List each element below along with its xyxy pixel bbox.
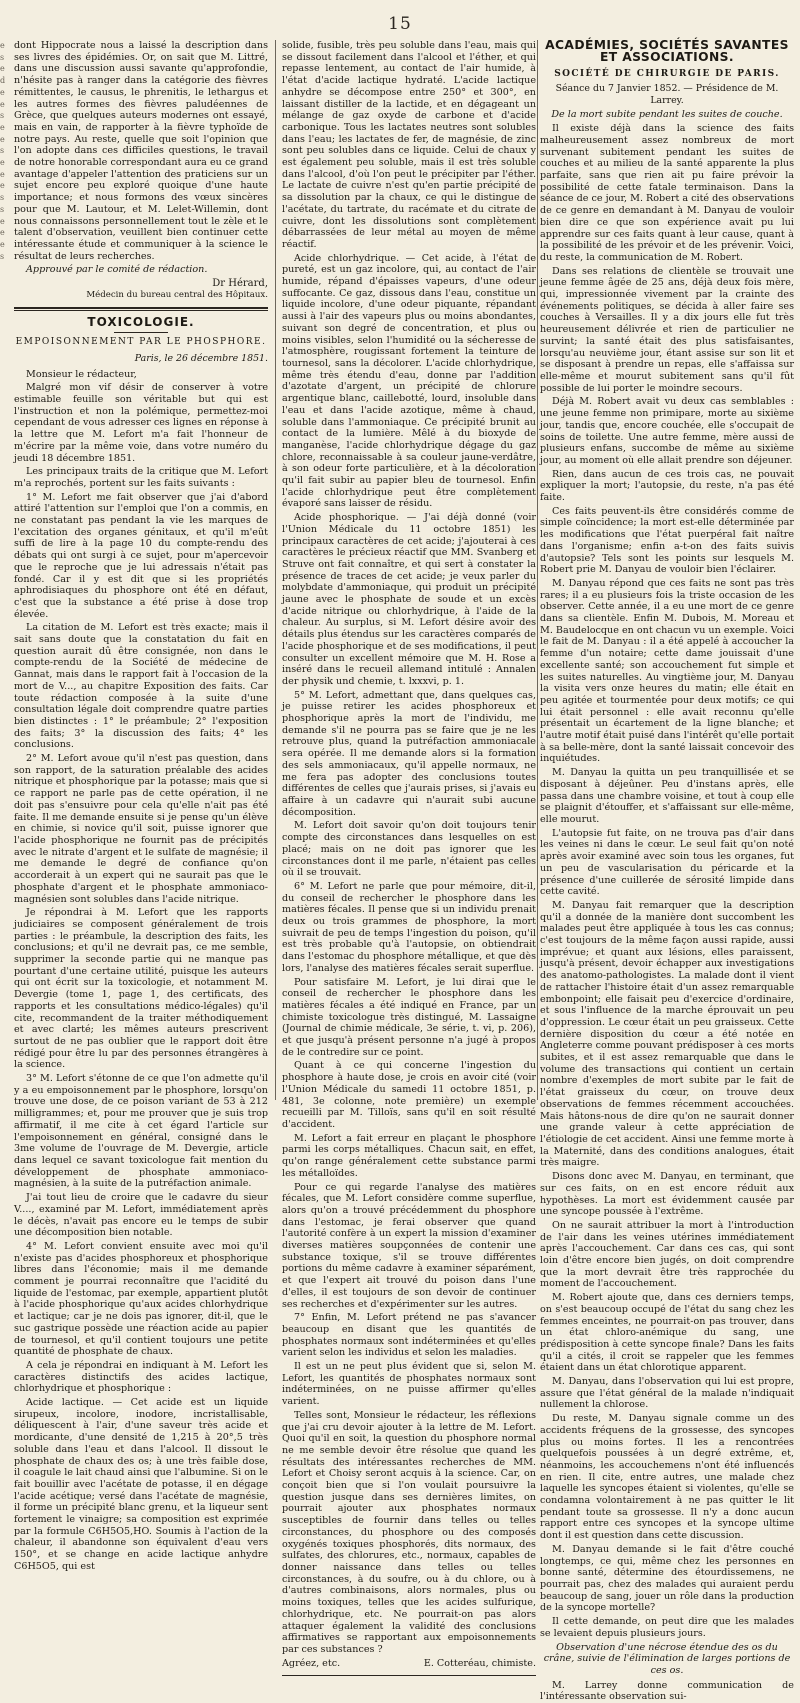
column-divider-2 xyxy=(537,40,538,1100)
column-3 xyxy=(540,38,795,1703)
paragraph: M. Danyau la quitta un peu tranquillisée et se disposant à déjeûner. Peu d'instans après, elle passa dans une chambre voisine, et tout à coup elle se plaignit d'étouffer, et s'affaissant sur elle-même, elle mourut. xyxy=(540,767,794,825)
section-title: ACADÉMIES, SOCIÉTÉS SAVANTES ET ASSOCIATIONS. xyxy=(545,38,789,64)
paragraph: Les principaux traits de la critique que M. Lefort m'a reprochés, portent sur les faits suivants : xyxy=(14,466,268,489)
paragraph: M. Lefort doit savoir qu'on doit toujours tenir compte des circonstances dans lesquelles on est placé; mais on ne doit pas ignorer que les circonstances dont il me parle, n'étaient pas celles où il se trouvait. xyxy=(282,820,536,879)
signature-title: Médecin du bureau central des Hôpitaux. xyxy=(86,289,268,300)
signature: Dr Hérard, xyxy=(212,278,268,290)
paragraph: solide, fusible, très peu soluble dans l'eau, mais qui se dissout facilement dans l'alcool et l'éther, et qui repasse lentement, au contact de l'air humide, à l'état d'acide lactique hydraté. L'acide lactique anhydre se décompose entre 250° et 300°, en laissant distiller de la lactide, et en dégageant un mélange de gaz oxyde de carbone et d'acide carbonique. Tous les lactates neutres sont solubles dans l'eau; les lactates de fer, de magnésie, de zinc sont peu solubles dans ce liquide. Celui de chaux y est également peu soluble, mais il est très soluble dans l'alcool, d'où l'on peut le précipiter par l'éther. Le lactate de cuivre n'est qu'en partie précipité de sa dissolution par la chaux, ce qui le distingue de l'acétate, du tartrate, du racémate et du citrate de cuivre, dont les dissolutions sont complètement débarrassées de leur métal au moyen de même réactif. xyxy=(282,40,536,250)
paragraph: Dans ses relations de clientèle se trouvait une jeune femme âgée de 25 ans, déjà deux fois mère, qui, impressionnée vivement par la crainte des événements politiques, se décida à aller faire ses couches à Versailles. Il y a dix jours elle fut très heureusement délivrée et rien de particulier ne survint; la santé était des plus satisfaisantes, lorsqu'au neuvième jour, étant assise sur son lit et se disposant à prendre un repas, elle s'affaissa sur elle-même et mourut subitement sans qu'il fût possible de lui porter le moindre secours. xyxy=(540,265,794,394)
paragraph: M. Danyau répond que ces faits ne sont pas très rares; il a eu plusieurs fois la triste occasion de les observer. Cette année, il a eu une mort de ce genre dans sa clientèle. Enfin M. Dubois, M. Moreau et M. Baudelocque en ont chacun vu un exemple. Voici le fait de M. Danyau : il a été appelé à accoucher la femme d'un notaire; cette dame jouissait d'une excellente santé; son accouchement fut simple et les suites naturelles. Au vingtième jour, M. Danyau la visita vers onze heures du matin; elle était en peu agitée et tourmentée pour deux motifs; ce qui lui était personnel : elle avait reconnu qu'elle présentait un écartement de la ligne blanche; et l'autre motif était puisé dans l'intérêt qu'elle portait à sa belle-mère, dont la santé laissait concevoir des inquiétudes. xyxy=(540,577,795,765)
section-divider xyxy=(14,307,268,311)
paragraph: Quant à ce qui concerne l'ingestion du phosphore à haute dose, je crois en avoir cité (voir l'Union Médicale du samedi 11 octobre 1851, p. 481, 3e colonne, note première) un exemple recueilli par M. Tilloïs, sans qu'il en soit résulté d'accident. xyxy=(282,1060,536,1130)
title-underline xyxy=(114,332,168,333)
paragraph: On ne saurait attribuer la mort à l'introduction de l'air dans les veines utérines immédiatement après l'accouchement. Car dans ces cas, qui sont loin d'être encore bien jugés, on doit comprendre que la mort devrait être très rapprochée du moment de l'accouchement. xyxy=(540,1219,794,1290)
intro-paragraph: dont Hippocrate nous a laissé la description dans ses livres des épidémies. Or, on sait que M. Littré, dans une discussion aussi savante qu'approfondie, n'hésite pas à ranger dans la catégorie des fièvres rémittentes, le causus, le phrenitis, le lethargus et les autres formes des fièvres paludéennes de Grèce, que quelques auteurs modernes ont essayé, mais en vain, de rapporter à la fièvre typhoïde de notre pays. Au reste, quelle que soit l'opinion que l'on adopte dans ces difficiles questions, le travail de notre honorable correspondant aura eu ce grand avantage d'appeler l'attention des praticiens sur un sujet encore peu exploré quoique d'une haute importance; et nous formons des vœux sincères pour que M. Lautour, et M. Lelet-Willemin, dont nous connaissons personnellement tout le zèle et le talent d'observation, veuillent bien continuer cette intéressante étude et communiquer à la science le résultat de leurs recherches. xyxy=(14,40,268,262)
paragraph: Pour satisfaire M. Lefort, je lui dirai que le conseil de rechercher le phosphore dans les matières fécales a été indiqué en France, par un chimiste toxicologue très distingué, M. Lassaigne (Journal de chimie médicale, 3e série, t. vi, p. 206), et que jusqu'à présent personne n'a jugé à propos de le contredire sur ce point. xyxy=(282,976,536,1058)
closing-left: Agréez, etc. xyxy=(282,1657,341,1669)
paragraph: Pour ce qui regarde l'analyse des matières fécales, que M. Lefort considère comme superflue, alors qu'on a trouvé précédemment du phosphore dans l'estomac, je ferai observer que quand l'autorité confère à un expert la mission d'examiner diverses matières soupçonnées de contenir une substance toxique, s'il se trouve différentes portions du même cadavre à examiner séparément, et que l'expert ait trouvé du poison dans l'une d'elles, il est toujours de son devoir de continuer ses recherches et d'expérimenter sur les autres. xyxy=(282,1181,536,1310)
column-1 xyxy=(14,40,268,1572)
dateline: Paris, le 26 décembre 1851. xyxy=(134,352,268,364)
left-margin-marks: e s e d e e s e e s e e e s s e e e s xyxy=(0,41,6,261)
paragraph: A cela je répondrai en indiquant à M. Lefort les caractères distinctifs des acides lactique, chlorhydrique et phosphorique : xyxy=(14,1359,268,1395)
letter-closing xyxy=(282,1658,536,1670)
paragraph: Ces faits peuvent-ils être considérés comme de simple coïncidence; la mort est-elle déterminée par les modifications que l'état puerpéral fait naître dans l'organisme; enfin a-t-on des faits suivis d'autopsie? Tels sont les points sur lesquels M. Robert prie M. Danyau de vouloir bien l'éclairer. xyxy=(540,505,794,576)
paragraph: La citation de M. Lefort est très exacte; mais il sait sans doute que la constatation du fait en question aurait dû être consignée, non dans le compte-rendu de la Société de médecine de Gannat, mais dans le rapport fait à l'occasion de la mort de V..., au chapitre Exposition des faits. Car toute rédaction composée à la suite d'une consultation légale doit comprendre quatre parties bien distinctes : 1° le préambule; 2° l'exposition des faits; 3° la discussion des faits; 4° les conclusions. xyxy=(14,622,268,751)
paragraph: Il cette demande, on peut dire que les malades se levaient depuis plusieurs jours. xyxy=(540,1616,794,1639)
paragraph: 2° M. Lefort avoue qu'il n'est pas question, dans son rapport, de la saturation préalable des acides nitrique et phosphorique par la potasse; mais que si ce rapport ne parle pas de cette opération, il ne doit pas s'ensuivre pour cela qu'elle n'ait pas été faite. Il me demande ensuite si je pense qu'un élève en chimie, si novice qu'il soit, puisse ignorer que l'acide phosphorique ne fournit pas de précipités avec le nitrate d'argent et le sulfate de magnésie; il me demande le degré de confiance qu'on accorderait à un expert qui ne saurait pas que le phosphate d'argent et le phosphate ammoniaco-magnésien sont solubles dans l'acide nitrique. xyxy=(14,753,268,905)
column-end-rule xyxy=(282,1675,536,1676)
column-divider-1 xyxy=(275,40,276,1100)
paragraph: Disons donc avec M. Danyau, en terminant, que sur ces faits, on en est encore réduit aux hypothèses. La mort est évidemment causée par une syncope poussée à l'extrême. xyxy=(540,1171,794,1218)
paragraph: Il existe déjà dans la science des faits malheureusement assez nombreux de mort survenant subitement pendant les suites de couches et au milieu de la santé apparente la plus parfaite, sans que rien ait pu faire prévoir la possibilité de cette fatale terminaison. Dans la séance de ce jour, M. Robert a cité des observations de ce genre en demandant à M. Danyau de vouloir bien dire ce que son expérience avait pu lui apprendre sur ces faits quant à leur cause, quant à la possibilité de les prévoir et de les prévenir. Voici, du reste, la communication de M. Robert. xyxy=(540,123,794,263)
paragraph: J'ai tout lieu de croire que le cadavre du sieur V...., examiné par M. Lefort, immédiatement après le décès, n'avait pas encore eu le temps de subir une décomposition bien notable. xyxy=(14,1192,268,1239)
section-title: TOXICOLOGIE. xyxy=(87,315,195,330)
paragraph: Du reste, M. Danyau signale comme un des accidents fréquens de la grossesse, des syncopes plus ou moins fortes. Il les a rencontrées quelquefois poussées à un degré extrême, et, néanmoins, les accouchemens n'ont été influencés en rien. Il cite, entre autres, une malade chez laquelle les syncopes étaient si violentes, qu'elle se condamna volontairement à ne pas quitter le lit pendant toute sa grossesse. Il n'y a donc aucun rapport entre ces syncopes et la syncope ultime dont il est question dans cette discussion. xyxy=(540,1413,794,1542)
paragraph: M. Danyau, dans l'observation qui lui est propre, assure que l'état général de la malade n'indiquait nullement la chlorose. xyxy=(540,1376,794,1411)
paragraph: M. Larrey donne communication de l'intéressante observation sui- xyxy=(540,1679,794,1703)
page-number: 15 xyxy=(388,14,412,34)
paragraph: Acide phosphorique. — J'ai déjà donné (voir l'Union Médicale du 11 octobre 1851) les principaux caractères de cet acide; j'ajouterai à ces caractères le précieux réactif que MM. Svanberg et Struve ont fait connaître, et qui sert à constater la présence de traces de cet acide; je veux parler du molybdate d'ammoniaque, qui produit un précipité jaune avec le phosphate de soude et un excès d'acide nitrique ou chlorhydrique, à l'aide de la chaleur. Au surplus, si M. Lefort désire avoir des détails plus étendus sur les caractères comparés de l'acide phosphorique et de ses modifications, il peut consulter un excellent mémoire que M. H. Rose a inséré dans le recueil allemand intitulé : Annalen der physik und chemie, t. lxxxvi, p. 1. xyxy=(282,512,536,687)
paragraph: 4° M. Lefort convient ensuite avec moi qu'il n'existe pas d'acides phosphoreux et phosphorique libres dans l'économie; mais il me demande comment je pourrai reconnaître que l'acidité du liquide de l'estomac, par exemple, appartient plutôt à l'acide phosphorique qu'aux acides chlorhydrique et lactique; car je ne dois pas ignorer, dit-il, que le suc gastrique possède une réaction acide au papier de tournesol, et qu'il contient toujours une petite quantité de phosphate de chaux. xyxy=(14,1240,268,1358)
paragraph: Telles sont, Monsieur le rédacteur, les réflexions que j'ai cru devoir ajouter à la lettre de M. Lefort. Quoi qu'il en soit, la question du phosphore normal ne me semble devoir être résolue que quand les résultats des intéressantes recherches de MM. Lefort et Choisy seront acquis à la science. Car, on conçoit bien que si l'on voulait poursuivre la question jusque dans ses dernières limites, on pourrait ajouter aux phosphates normaux susceptibles de fournir dans telles ou telles circonstances, du phosphore ou des composés oxygénés toxiques phosphorés, dits normaux, des sulfates, des chlorures, etc., normaux, capables de donner naissance dans telles ou telles circonstances, à du soufre, ou à du chlore, ou à d'autres combinaisons, alors normales, plus ou moins toxiques, telles que les acides sulfurique, chlorhydrique, etc. Ne pourrait-on pas alors attaquer également la validité des conclusions affirmatives se rapportant aux empoisonnements par ces substances ? xyxy=(282,1409,536,1655)
paragraph: Il est un ne peut plus évident que si, selon M. Lefort, les quantités de phosphates normaux sont indéterminées, on ne puisse affirmer qu'elles varient. xyxy=(282,1361,536,1408)
paragraph: L'autopsie fut faite, on ne trouva pas d'air dans les veines ni dans le cœur. Le seul fait qu'on noté après avoir examiné avec soin tous les organes, fut un peu de vascularisation du péricarde et la présence d'une cuillerée de sérosité limpide dans cette cavité. xyxy=(540,827,794,898)
paragraph: 6° M. Lefort ne parle que pour mémoire, dit-il, du conseil de rechercher le phosphore dans les matières fécales. Il pense que si un individu prenait deux ou trois grammes de phosphore, la mort suivrait de peu de temps l'ingestion du poison, qu'il est très probable qu'à l'autopsie, on obtiendrait dans l'estomac du phosphore métallique, et que dès lors, l'analyse des matières fécales serait superflue. xyxy=(282,880,536,974)
salutation: Monsieur le rédacteur, xyxy=(26,368,137,380)
paragraph: 5° M. Lefort, admettant que, dans quelques cas, je puisse retirer les acides phosphoreux et phosphorique après la mort de l'individu, me demande s'il ne pourra pas se faire que je ne les retrouve plus, quand la putréfaction ammoniacale sera opérée. Il me demande alors si la formation des sels ammoniacaux, qu'il appelle normaux, ne me fera pas adopter des conclusions toutes différentes de celles que j'aurais prises, si j'avais eu affaire à un cadavre qui n'aurait subi aucune décomposition. xyxy=(282,689,536,818)
paragraph: 7° Enfin, M. Lefort prétend ne pas s'avancer beaucoup en disant que les quantités de phosphates normaux sont indéterminées et qu'elles varient selon les individus et selon les maladies. xyxy=(282,1312,536,1359)
paragraph: M. Robert ajoute que, dans ces derniers temps, on s'est beaucoup occupé de l'état du sang chez les femmes enceintes, ne pourrait-on pas trouver, dans un état chloro-anémique du sang, une prédisposition à cette syncope finale? Dans les faits qu'il a cités, il croit se rappeler que les femmes étaient dans un état chlorotique apparent. xyxy=(540,1292,794,1374)
paragraph: 3° M. Lefort s'étonne de ce que l'on admette qu'il y a eu empoisonnement par le phosphore, lorsqu'on trouve une dose, de ce poison variant de 53 à 212 milligrammes; et, pour me prouver que je suis trop affirmatif, il me cite à cet égard l'article sur l'empoisonnement en général, consigné dans le 3me volume de l'ouvrage de M. Devergie, article dans lequel ce savant toxicologue fait mention du développement de phosphate ammoniaco-magnésien, à la suite de la putréfaction animale. xyxy=(14,1073,268,1190)
society-name: SOCIÉTÉ DE CHIRURGIE DE PARIS. xyxy=(554,69,780,80)
article-title: EMPOISONNEMENT PAR LE PHOSPHORE. xyxy=(15,337,267,348)
paragraph: Acide lactique. — Cet acide est un liquide sirupeux, incolore, inodore, incristallisable, déliquescent à l'air, d'une saveur très acide et mordicante, d'une densité de 1,215 à 20°,5 très soluble dans l'eau et dans l'alcool. Il dissout le phosphate de chaux des os; à une très faible dose, il coagule le lait chaud ainsi que l'albumine. Si on le fait bouillir avec l'acétate de potasse, il en dégage l'acide acétique; versé dans l'acétate de magnésie, il forme un précipité blanc grenu, et la liqueur sent fortement le vinaigre; sa composition est exprimée par la formule C6H5O5,HO. Soumis à l'action de la chaleur, il abandonne son équivalent d'eau vers 150°, et se change en acide lactique anhydre C6H5O5, qui est xyxy=(14,1397,268,1572)
paragraph: M. Danyau demande si le fait d'être couché longtemps, ce qui, même chez les personnes en bonne santé, détermine des étourdissemens, ne pourrait pas, chez des malades qui auraient perdu beaucoup de sang, jouer un rôle dans la production de la syncope mortelle? xyxy=(540,1543,794,1614)
paragraph: Rien, dans aucun de ces trois cas, ne pouvait expliquer la mort; l'autopsie, du reste, n'a pas été faite. xyxy=(540,468,794,504)
topic-title: De la mort subite pendant les suites de couche. xyxy=(551,108,783,120)
paragraph: Acide chlorhydrique. — Cet acide, à l'état de pureté, est un gaz incolore, qui, au contact de l'air humide, répand d'épaisses vapeurs, d'une odeur suffocante. Ce gaz, dissous dans l'eau, constitue un liquide incolore, d'une odeur piquante, répandant aussi à l'air des vapeurs plus ou moins abondantes, suivant son degré de concentration, et plus ou moins visibles, selon l'humidité ou la sécheresse de l'atmosphère, rougissant fortement la teinture de tournesol, sans la décolorer. L'acide chlorhydrique, même très étendu d'eau, donne par l'addition d'azotate d'argent, un précipité de chlorure argentique blanc, caillebotté, lourd, insoluble dans l'eau et dans l'acide azotique, même à chaud, soluble dans l'ammoniaque. Ce précipité brunit au contact de la lumière. Mêlé à du bioxyde de manganèse, l'acide chlorhydrique dégage du gaz chlore, reconnaissable à sa couleur jaune-verdâtre, à son odeur forte particulière, et à la décoloration qu'il fait subir au papier bleu de tournesol. Enfin l'acide chlorhydrique peut être complètement évaporé sans laisser de résidu. xyxy=(282,252,536,510)
paragraph: M. Lefort a fait erreur en plaçant le phosphore parmi les corps métalliques. Chacun sait, en effet, qu'on range généralement cette substance parmi les métalloïdes. xyxy=(282,1132,536,1179)
paragraph: Déjà M. Robert avait vu deux cas semblables : une jeune femme non primipare, morte au sixième jour, tandis que, encore couchée, elle s'occupait de soins de toilette. Une autre femme, mère aussi de plusieurs enfans, succombe de même au sixième jour, au moment où elle allait prendre son déjeuner. xyxy=(540,396,794,466)
paragraph: Malgré mon vif désir de conserver à votre estimable feuille son véritable but qui est l'instruction et non la polémique, permettez-moi cependant de vous adresser ces lignes en réponse à la lettre que M. Lefort m'a fait l'honneur de m'écrire par la même voie, dans votre numéro du jeudi 18 décembre 1851. xyxy=(14,382,268,464)
paragraph: M. Danyau fait remarquer que la description qu'il a donnée de la manière dont succombent les malades peut être appliquée à tous les cas connus; c'est toujours de la même façon aussi rapide, aussi imprévue; et quant aux lésions, elles paraissent, jusqu'à présent, devoir échapper aux investigations des anatomo-pathologistes. La malade dont il vient de rattacher l'histoire était d'un assez remarquable embonpoint; elle faisait peu d'exercice d'ordinaire, et sous l'influence de la marche éprouvait un peu d'oppression. Le cœur était un peu graisseux. Cette dernière disposition du cœur a été notée en Angleterre comme pouvant prédisposer à ces morts subites, et il est assez remarquable que dans le volume des transactions qui contient un certain nombre d'exemples de mort subite par le fait de l'état graisseux du cœur, on trouve deux observations de femmes récemment accouchées. Mais hâtons-nous de dire qu'on ne saurait donner une grande valeur à cette appréciation de l'étiologie de cet accident. Ainsi une femme morte à la Maternité, dans des conditions analogues, était très maigre. xyxy=(540,899,794,1169)
session-line: Séance du 7 Janvier 1852. — Présidence de M. Larrey. xyxy=(555,83,779,106)
approval-note: Approuvé par le comité de rédaction. xyxy=(26,264,208,276)
column-2 xyxy=(282,40,536,1669)
observation-title: Observation d'une nécrose étendue des os du crâne, suivie de l'élimination de larges portions de ces os. xyxy=(543,1641,791,1676)
paragraph: 1° M. Lefort me fait observer que j'ai d'abord attiré l'attention sur l'emploi que l'on a commis, en ne constatant pas pendant la vie les marques de l'excitation des organes génitaux, et qu'il m'eût suffi de lire à la page 10 du compte-rendu des débats qui ont surgi à ce sujet, pour m'apercevoir que le reproche que je lui adressais n'était pas fondé. Car il y est dit que si les propriétés aphrodisiaques du phosphore ont été en défaut, c'est que la substance a été prise à dose trop élevée. xyxy=(14,491,268,620)
closing-signature: E. Cotteréau, chimiste. xyxy=(423,1657,536,1669)
paragraph: Je répondrai à M. Lefort que les rapports judiciaires se composent généralement de trois parties : le préambule, la description des faits, les conclusions; et qu'il ne devrait pas, ce me semble, supprimer la seconde partie qui ne manque pas pourtant d'une certaine utilité, puisque les auteurs qui ont écrit sur la toxicologie, et notamment M. Devergie (tome 1, page 1, des certificats, des rapports et les consultations médico-légales) qu'il cite, recommandent de la traiter méthodiquement et avec clarté; les mêmes auteurs prescrivent surtout de ne pas oublier que le rapport doit être rédigé pour être lu par des personnes étrangères à la science. xyxy=(14,907,268,1071)
